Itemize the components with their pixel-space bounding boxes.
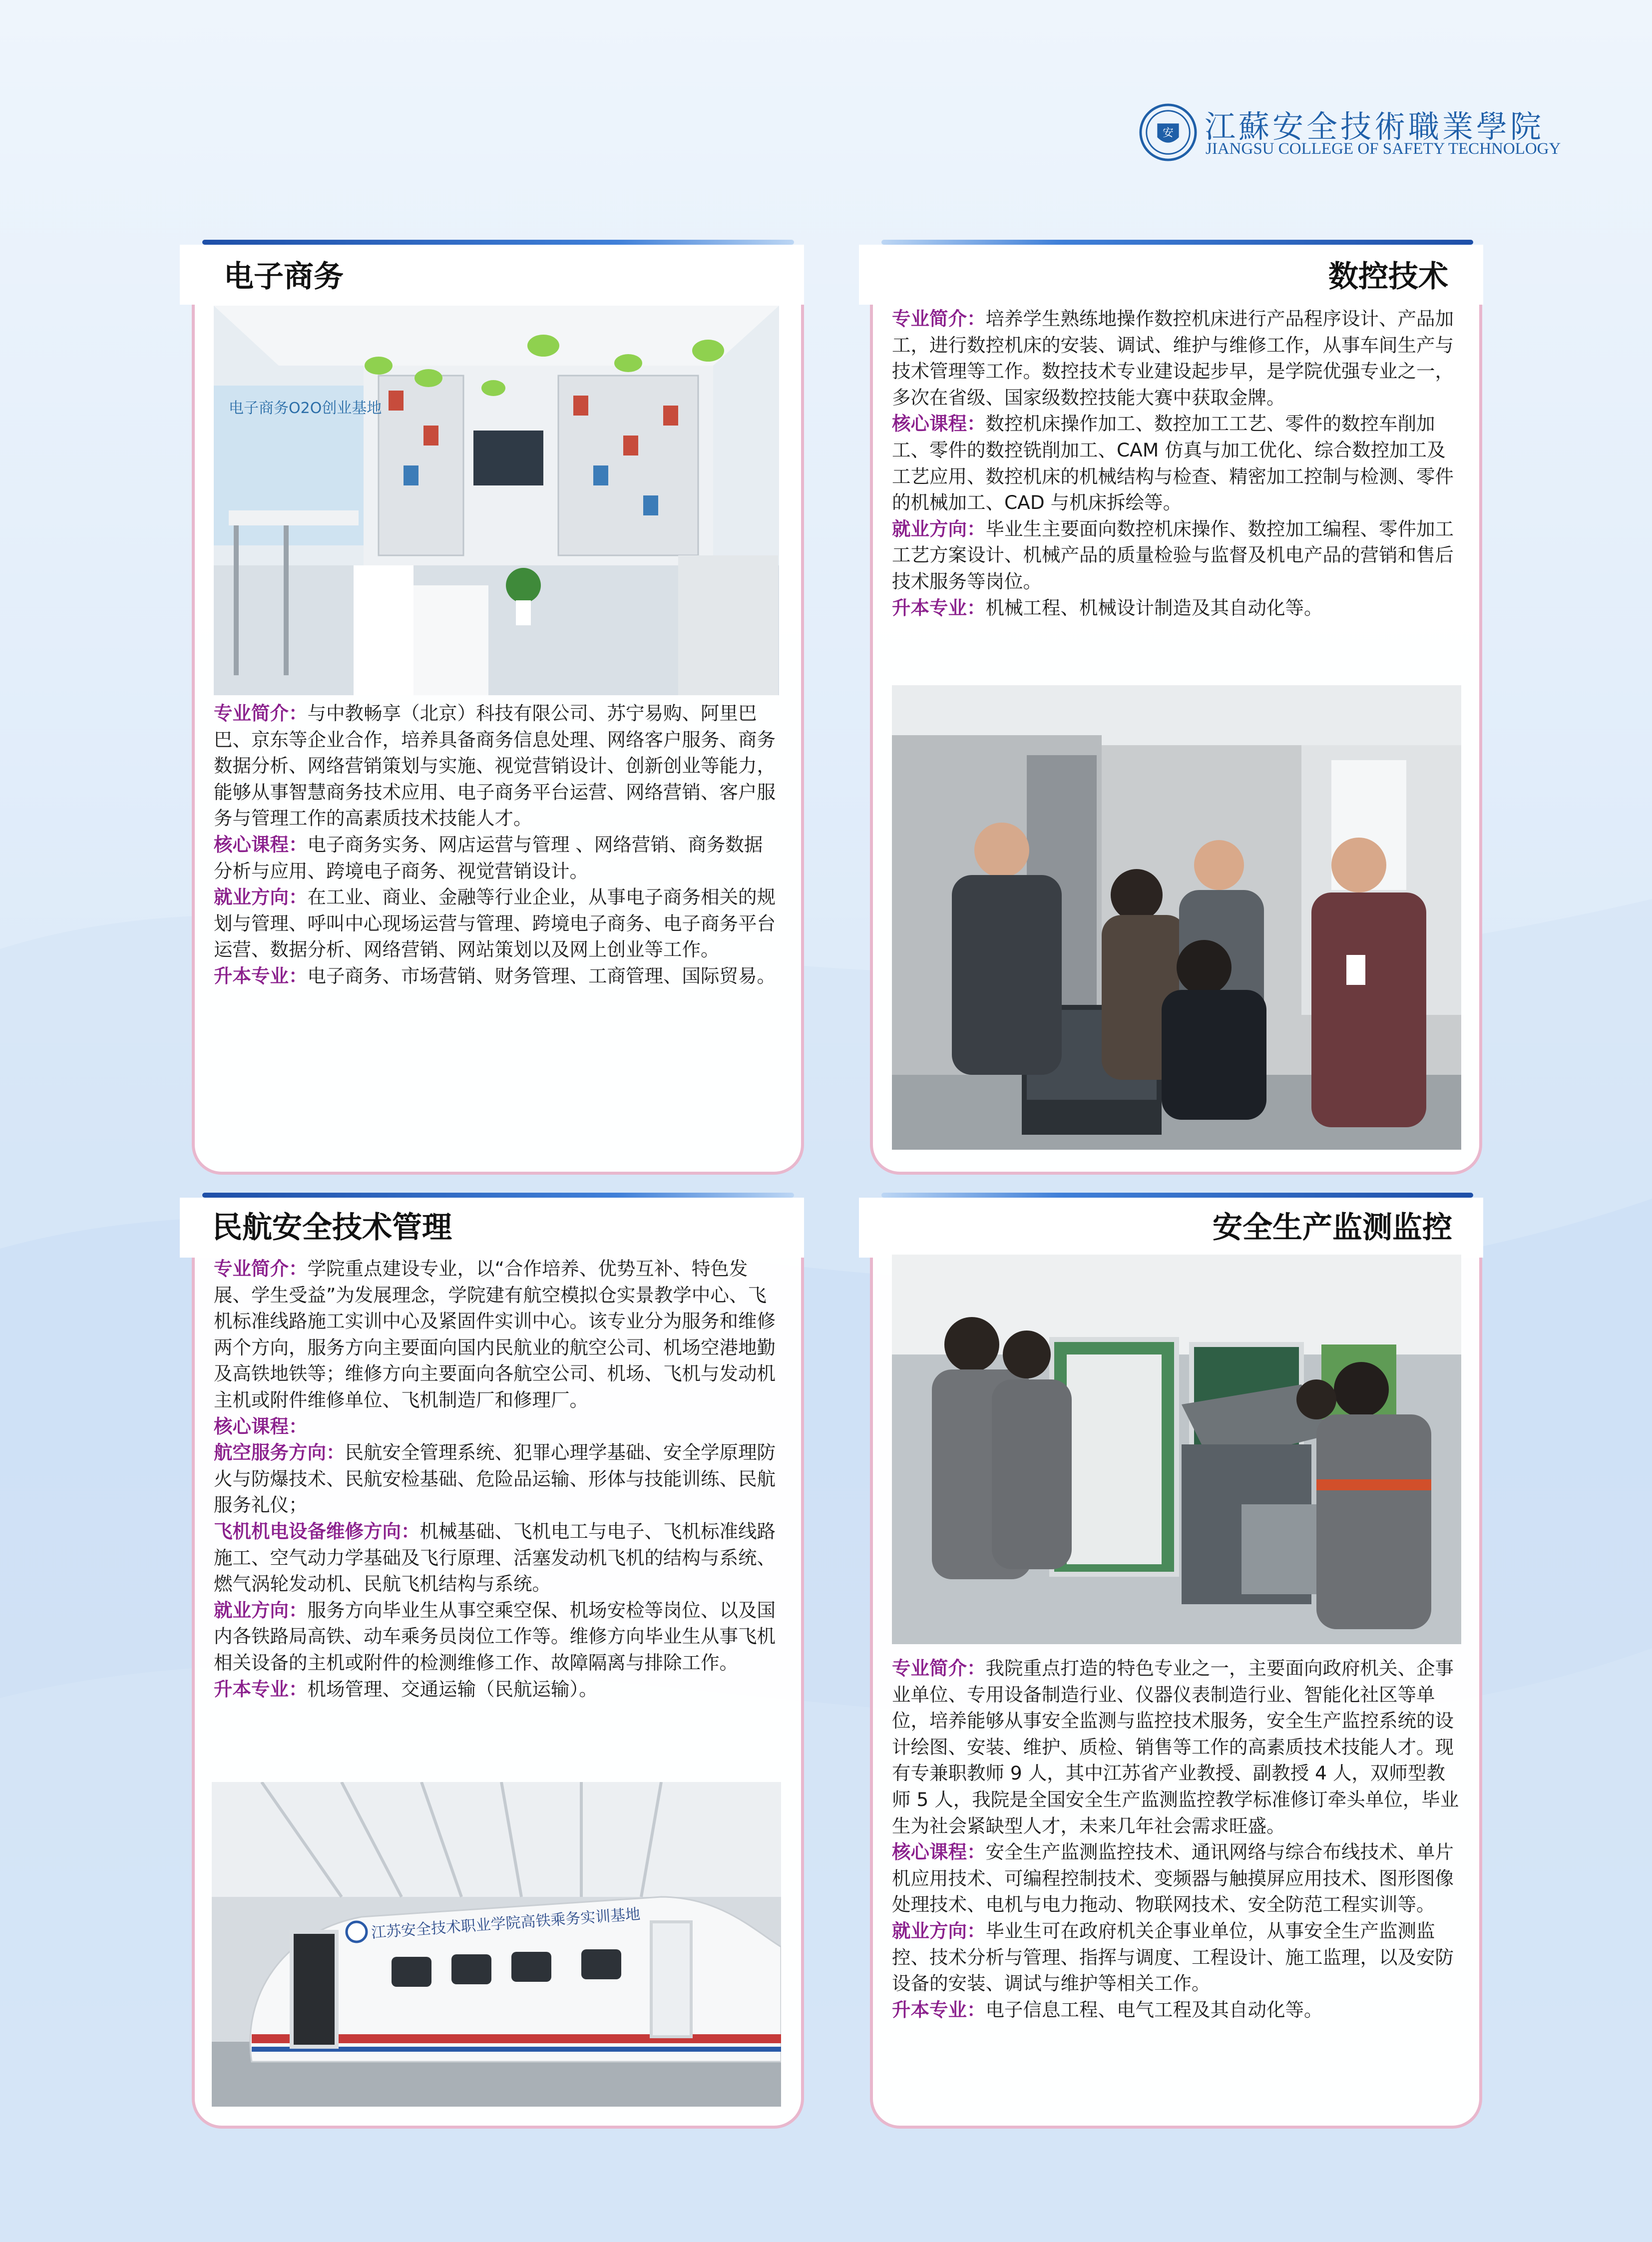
aviation-intro-label: 专业简介：: [214, 1258, 308, 1280]
cnc-job-label: 就业方向：: [892, 517, 986, 540]
aviation-maint-label: 飞机机电设备维修方向：: [214, 1520, 420, 1542]
ecommerce-title: 电子商务: [224, 259, 344, 294]
ecommerce-core: 电子商务实务、网店运营与管理 、网络营销、商务数据分析与应用、跨境电子商务、视觉营销设计。: [214, 833, 763, 882]
safety-text: [892, 1655, 1461, 2023]
aviation-service: 民航安全管理系统、犯罪心理学基础、安全学原理防火与防爆技术、民航安检基础、危险品运输、形体与技能训练、民航服务礼仪；: [214, 1441, 776, 1516]
safety-intro-label: 专业简介：: [892, 1657, 986, 1679]
logo-chinese-name: 江蘇安全技術職業學院: [1205, 108, 1545, 145]
aviation-top-line: [202, 1193, 794, 1198]
aviation-upgrade-label: 升本专业：: [214, 1678, 308, 1700]
aviation-service-label: 航空服务方向：: [214, 1441, 345, 1464]
cnc-top-line: [881, 240, 1473, 245]
ecommerce-job-label: 就业方向：: [214, 886, 308, 908]
cnc-core: 数控机床操作加工、数控加工工艺、零件的数控车削加工、零件的数控铣削加工、CAM 仿真与加工优化、综合数控加工及工艺应用、数控机床的机械结构与检查、精密加工控制与检测、零件的机械加工、CAD 与机床拆绘等。: [892, 413, 1454, 514]
cnc-core-label: 核心课程：: [892, 413, 986, 435]
cnc-upgrade-label: 升本专业：: [892, 596, 986, 619]
safety-intro: 我院重点打造的特色专业之一，主要面向政府机关、企事业单位、专用设备制造行业、仪器仪表制造行业、智能化社区等单位，培养能够从事安全监测与监控技术服务，安全生产监控系统的设计绘图、安装、维护、质检、销售等工作的高素质技术技能人才。现有专兼职教师 9 人，其中江苏省产业教授、副教授 4 人，双师型教师 5 人，我院是全国安全生产监测监控教学标准修订牵头单位，毕业生为社会紧缺型人才，未来几年社会需求旺盛。: [892, 1657, 1459, 1837]
college-logo: [1139, 100, 1561, 165]
safety-title: 安全生产监测监控: [1213, 1210, 1452, 1245]
ecommerce-top-line: [202, 240, 794, 245]
aviation-maint: 机械基础、飞机电工与电子、飞机标准线路施工、空气动力学基础及飞行原理、活塞发动机飞机的结构与系统、燃气涡轮发动机、民航飞机结构与系统。: [214, 1520, 776, 1595]
ecommerce-intro: 与中教畅享（北京）科技有限公司、苏宁易购、阿里巴巴、京东等企业合作，培养具备商务信息处理、网络客户服务、商务数据分析、网络营销策划与实施、视觉营销设计、创新创业等能力，能够从事智慧商务技术应用、电子商务平台运营、网络营销、客户服务与管理工作的高素质技术技能人才。: [214, 702, 776, 830]
ecommerce-core-label: 核心课程：: [214, 833, 308, 856]
ecommerce-photo-sign: 电子商务O2O创业基地: [229, 400, 382, 417]
cnc-upgrade: 机械工程、机械设计制造及其自动化等。: [985, 596, 1323, 619]
aviation-upgrade: 机场管理、交通运输（民航运输）。: [307, 1678, 598, 1700]
logo-english-name: JIANGSU COLLEGE OF SAFETY TECHNOLOGY: [1206, 140, 1561, 158]
cnc-job: 毕业生主要面向数控机床操作、数控加工编程、零件加工工艺方案设计、机械产品的质量检验与监督及机电产品的营销和售后技术服务等岗位。: [892, 517, 1454, 592]
ecommerce-text: [214, 700, 781, 989]
safety-upgrade: 电子信息工程、电气工程及其自动化等。: [985, 1998, 1323, 2021]
safety-upgrade-label: 升本专业：: [892, 1998, 986, 2021]
aviation-job-label: 就业方向：: [214, 1599, 308, 1621]
ecommerce-upgrade-label: 升本专业：: [214, 964, 308, 987]
aviation-photo-text: 江苏安全技术职业学院高铁乘务实训基地: [371, 1905, 641, 1942]
aviation-photo: [212, 1782, 781, 2107]
safety-core: 安全生产监测监控技术、通讯网络与综合布线技术、单片机应用技术、可编程控制技术、变频器与触摸屏应用技术、图形图像处理技术、电机与电力拖动、物联网技术、安全防范工程实训等。: [892, 1841, 1454, 1916]
cnc-intro-label: 专业简介：: [892, 308, 986, 330]
ecommerce-job: 在工业、商业、金融等行业企业，从事电子商务相关的规划与管理、呼叫中心现场运营与管理、跨境电子商务、电子商务平台运营、数据分析、网络营销、网站策划以及网上创业等工作。: [214, 886, 776, 961]
ecommerce-photo: [214, 306, 779, 695]
aviation-core-label: 核心课程：: [214, 1415, 308, 1437]
school-emblem-icon: [1139, 103, 1198, 162]
safety-top-line: [881, 1193, 1473, 1198]
aviation-intro: 学院重点建设专业，以“合作培养、优势互补、特色发展、学生受益”为发展理念，学院建有航空模拟仓实景教学中心、飞机标准线路施工实训中心及紧固件实训中心。该专业分为服务和维修两个方向，服务方向主要面向国内民航业的航空公司、机场空港地勤及高铁地铁等；维修方向主要面向各航空公司、机场、飞机与发动机主机或附件维修单位、飞机制造厂和修理厂。: [214, 1258, 776, 1411]
aviation-title: 民航安全技术管理: [212, 1210, 452, 1245]
cnc-title: 数控技术: [1328, 259, 1448, 294]
cnc-text: [892, 306, 1461, 621]
svg-text:安: 安: [1163, 126, 1174, 139]
cnc-photo: [892, 685, 1461, 1150]
ecommerce-intro-label: 专业简介：: [214, 702, 308, 724]
ecommerce-upgrade: 电子商务、市场营销、财务管理、工商管理、国际贸易。: [307, 964, 776, 987]
safety-core-label: 核心课程：: [892, 1841, 986, 1863]
safety-photo: [892, 1255, 1461, 1644]
cnc-intro: 培养学生熟练地操作数控机床进行产品程序设计、产品加工，进行数控机床的安装、调试、维护与维修工作，从事车间生产与技术管理等工作。数控技术专业建设起步早，是学院优强专业之一，多次在省级、国家级数控技能大赛中获取金牌。: [892, 308, 1454, 409]
safety-job-label: 就业方向：: [892, 1919, 986, 1942]
aviation-job: 服务方向毕业生从事空乘空保、机场安检等岗位、以及国内各铁路局高铁、动车乘务员岗位工作等。维修方向毕业生从事飞机相关设备的主机或附件的检测维修工作、故障隔离与排除工作。: [214, 1599, 776, 1674]
aviation-text: [214, 1256, 783, 1702]
safety-job: 毕业生可在政府机关企事业单位，从事安全生产监测监控、技术分析与管理、指挥与调度、工程设计、施工监理，以及安防设备的安装、调试与维护等相关工作。: [892, 1919, 1454, 1995]
